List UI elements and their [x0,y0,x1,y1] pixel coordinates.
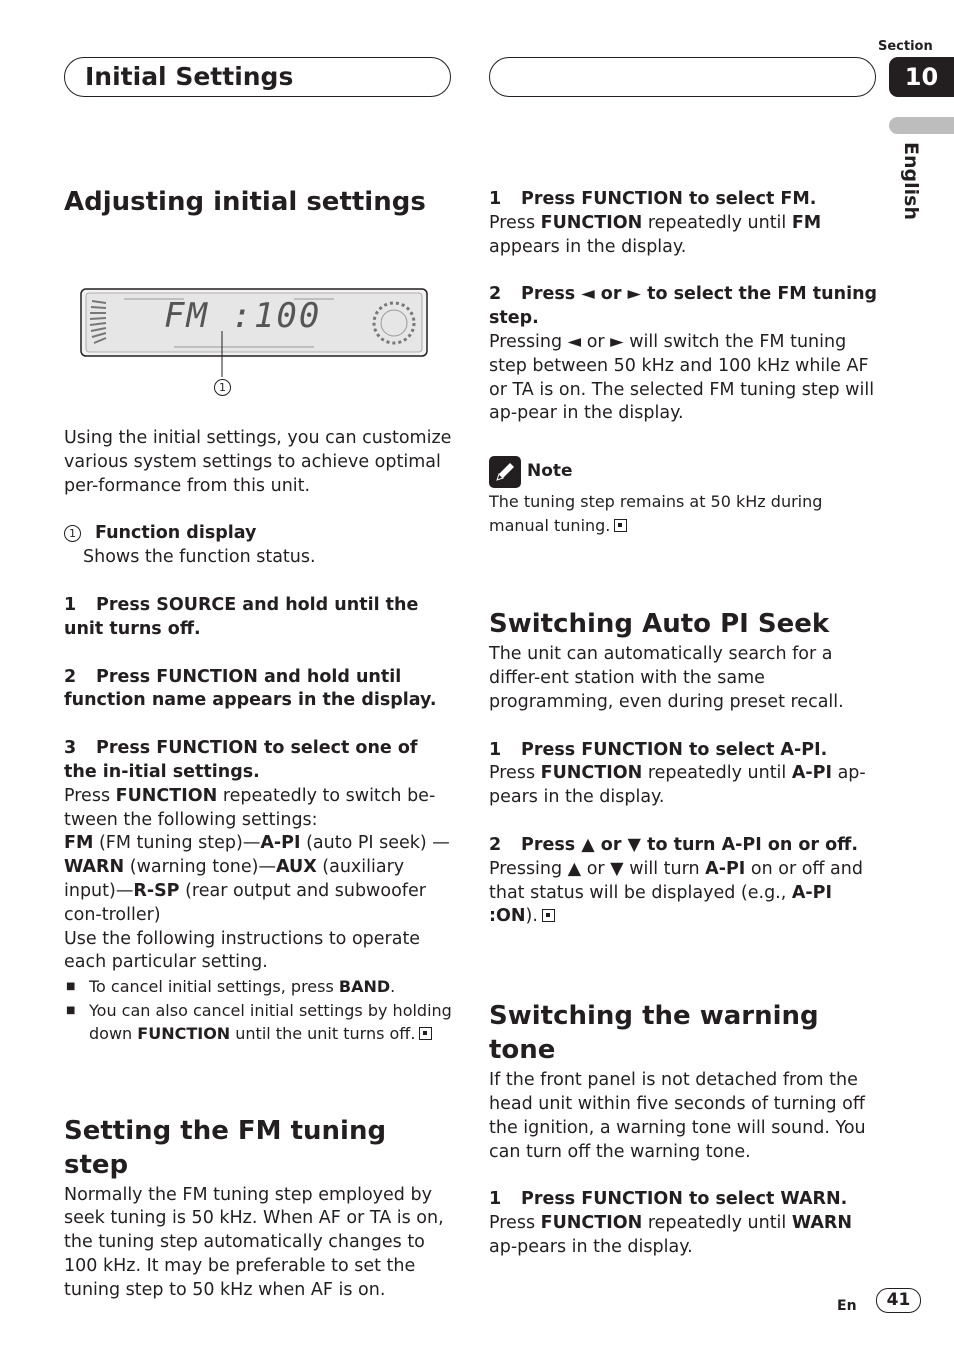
fm-step-1-body: Press FUNCTION repeatedly until FM appears in the display. [489,212,822,257]
header-empty-box [489,57,876,97]
language-tab-marker [889,117,954,134]
legend-item: 1 Function display [64,522,454,546]
auto-pi-body: The unit can automatically search for a differ-ent station with the same programming, even during preset recall. [489,644,844,712]
heading-warning: Switching the warning tone [489,1001,819,1066]
header-title: Initial Settings [85,62,294,91]
step-1: 1 Press SOURCE and hold until the unit turns off. [64,594,419,639]
display-readout: FM :100 [164,296,322,336]
left-column [64,185,454,1303]
warn-step-1: 1 Press FUNCTION to select WARN. [489,1189,848,1210]
note-body: The tuning step remains at 50 kHz during manual tuning. [489,492,823,535]
heading-auto-pi: Switching Auto PI Seek [489,609,830,640]
step-3-body: Press FUNCTION repeatedly to switch be-tween the following settings: [64,785,436,830]
api-step-2: 2 Press ▲ or ▼ to turn A-PI on or off. [489,834,858,855]
right-column [489,188,879,1260]
settings-sequence: FM (FM tuning step)—A-PI (auto PI seek) —WARN (warning tone)—AUX (auxiliary input)—R-SP (rear output and subwoofer con-troller) [64,833,450,925]
note-pencil-icon [489,456,521,488]
bullet-cancel: ■ To cancel initial settings, press BAND. [64,975,454,999]
page-number: 41 [876,1288,921,1313]
function-display-illustration [64,219,454,399]
step-2: 2 Press FUNCTION and hold until function name appears in the display. [64,666,437,711]
heading-adjusting: Adjusting initial settings [64,187,426,217]
api-step-1: 1 Press FUNCTION to select A-PI. [489,739,828,760]
end-mark-icon [614,519,627,532]
section-label: Section [878,39,933,54]
warning-body: If the front panel is not detached from the head unit within five seconds of turning off the ignition, a warning tone will sound. You can turn off the warning tone. [489,1070,866,1162]
end-mark-icon [419,1027,432,1040]
callout-1: 1 [214,376,231,400]
section-number: 10 [889,57,954,97]
bullet-hold: ■ You can also cancel initial settings by holding down FUNCTION until the unit turns off. [64,999,454,1046]
api-step-1-body: Press FUNCTION repeatedly until A-PI ap-pears in the display. [489,763,866,808]
header-title-box [64,57,451,97]
fm-step-2: 2 Press ◄ or ► to select the FM tuning step. [489,284,878,329]
step-3-follow: Use the following instructions to operate each particular setting. [64,928,421,973]
warn-step-1-body: Press FUNCTION repeatedly until WARN ap-pears in the display. [489,1213,853,1257]
legend-desc: Shows the function status. [83,547,316,568]
fm-step-1: 1 Press FUNCTION to select FM. [489,189,817,209]
footer-language: En [837,1298,857,1314]
language-tab: English [900,142,922,220]
step-3: 3 Press FUNCTION to select one of the in-itial settings. [64,738,418,782]
fm-step-body: Normally the FM tuning step employed by seek tuning is 50 kHz. When AF or TA is on, the tuning step automatically changes to 100 kHz. It may be preferable to set the tuning step to 50 kHz when AF is on. [64,1184,444,1300]
note-header: Note [489,456,879,488]
intro-text: Using the initial settings, you can customize various system settings to achieve optimal per-formance from this unit. [64,428,452,496]
end-mark-icon [542,909,555,922]
fm-step-2-body: Pressing ◄ or ► will switch the FM tuning step between 50 kHz and 100 kHz while AF or TA is on. The selected FM tuning step will ap-pear in the display. [489,331,875,424]
heading-fm-step: Setting the FM tuning step [64,1115,387,1180]
api-step-2-body: Pressing ▲ or ▼ will turn A-PI on or off and that status will be displayed (e.g., A-PI :ON). [489,858,863,927]
